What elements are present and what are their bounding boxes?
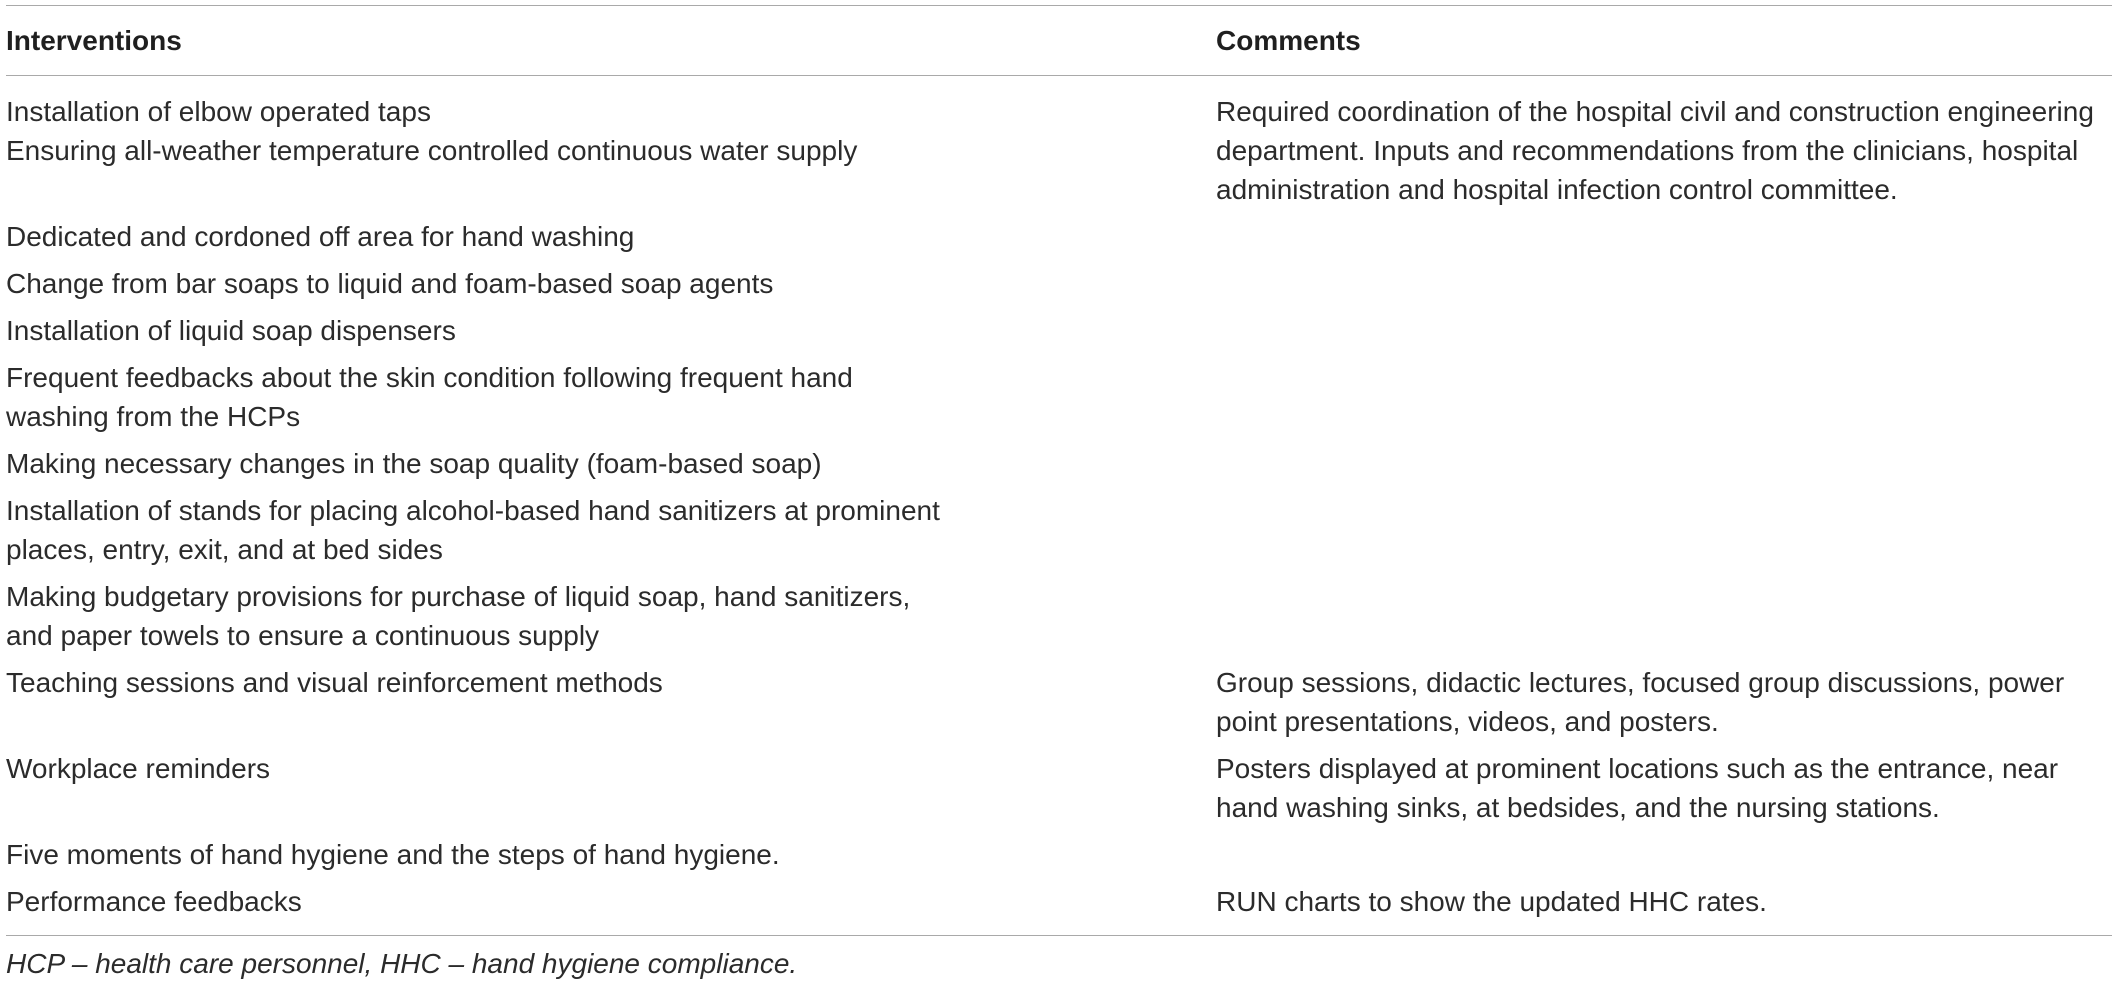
header-comments: Comments [1216,24,1361,56]
intervention-cell: Change from bar soaps to liquid and foam-based soap agents [6,268,774,299]
table-row [6,92,2112,209]
intervention-cell: Installation of stands for placing alcohol-based hand sanitizers at prominent places, entry, exit, and at bed sides [6,495,940,565]
table-row [6,835,2112,874]
table-row [6,311,2112,350]
table-row [6,358,2112,436]
intervention-cell: Making necessary changes in the soap quality (foam-based soap) [6,448,822,479]
table-row [6,577,2112,655]
comment-cell: Group sessions, didactic lectures, focused group discussions, power point presentations, videos, and posters. [1216,667,2065,737]
table-row [6,491,2112,569]
table-row [6,264,2112,303]
table-row [6,217,2112,256]
table-row [6,749,2112,827]
intervention-cell: Performance feedbacks [6,886,302,917]
intervention-cell: Five moments of hand hygiene and the steps of hand hygiene. [6,839,780,870]
table-header [6,6,2112,75]
table-row [6,663,2112,741]
interventions-table [6,5,2112,936]
intervention-cell: Workplace reminders [6,753,271,784]
table-bottom-rule [6,935,2112,936]
comment-cell: Required coordination of the hospital civil and construction engineering department. Inputs and recommendations from the clinicians, hospital administration and hospital infection control committee. [1216,96,2094,205]
comment-cell: RUN charts to show the updated HHC rates. [1216,886,1767,917]
intervention-cell: Teaching sessions and visual reinforcement methods [6,667,663,698]
table-footnote: HCP – health care personnel, HHC – hand hygiene compliance. [6,948,798,979]
table-row [6,882,2112,921]
intervention-cell: Frequent feedbacks about the skin condition following frequent hand washing from the HCPs [6,362,853,432]
intervention-cell: Installation of elbow operated taps Ensuring all-weather temperature controlled continuous water supply [6,96,858,166]
comment-cell: Posters displayed at prominent locations such as the entrance, near hand washing sinks, at bedsides, and the nursing stations. [1216,753,2059,823]
intervention-cell: Making budgetary provisions for purchase of liquid soap, hand sanitizers, and paper towels to ensure a continuous supply [6,581,911,651]
intervention-cell: Dedicated and cordoned off area for hand washing [6,221,635,252]
header-interventions: Interventions [6,24,182,56]
table-body [6,76,2112,935]
table-row [6,444,2112,483]
intervention-cell: Installation of liquid soap dispensers [6,315,456,346]
